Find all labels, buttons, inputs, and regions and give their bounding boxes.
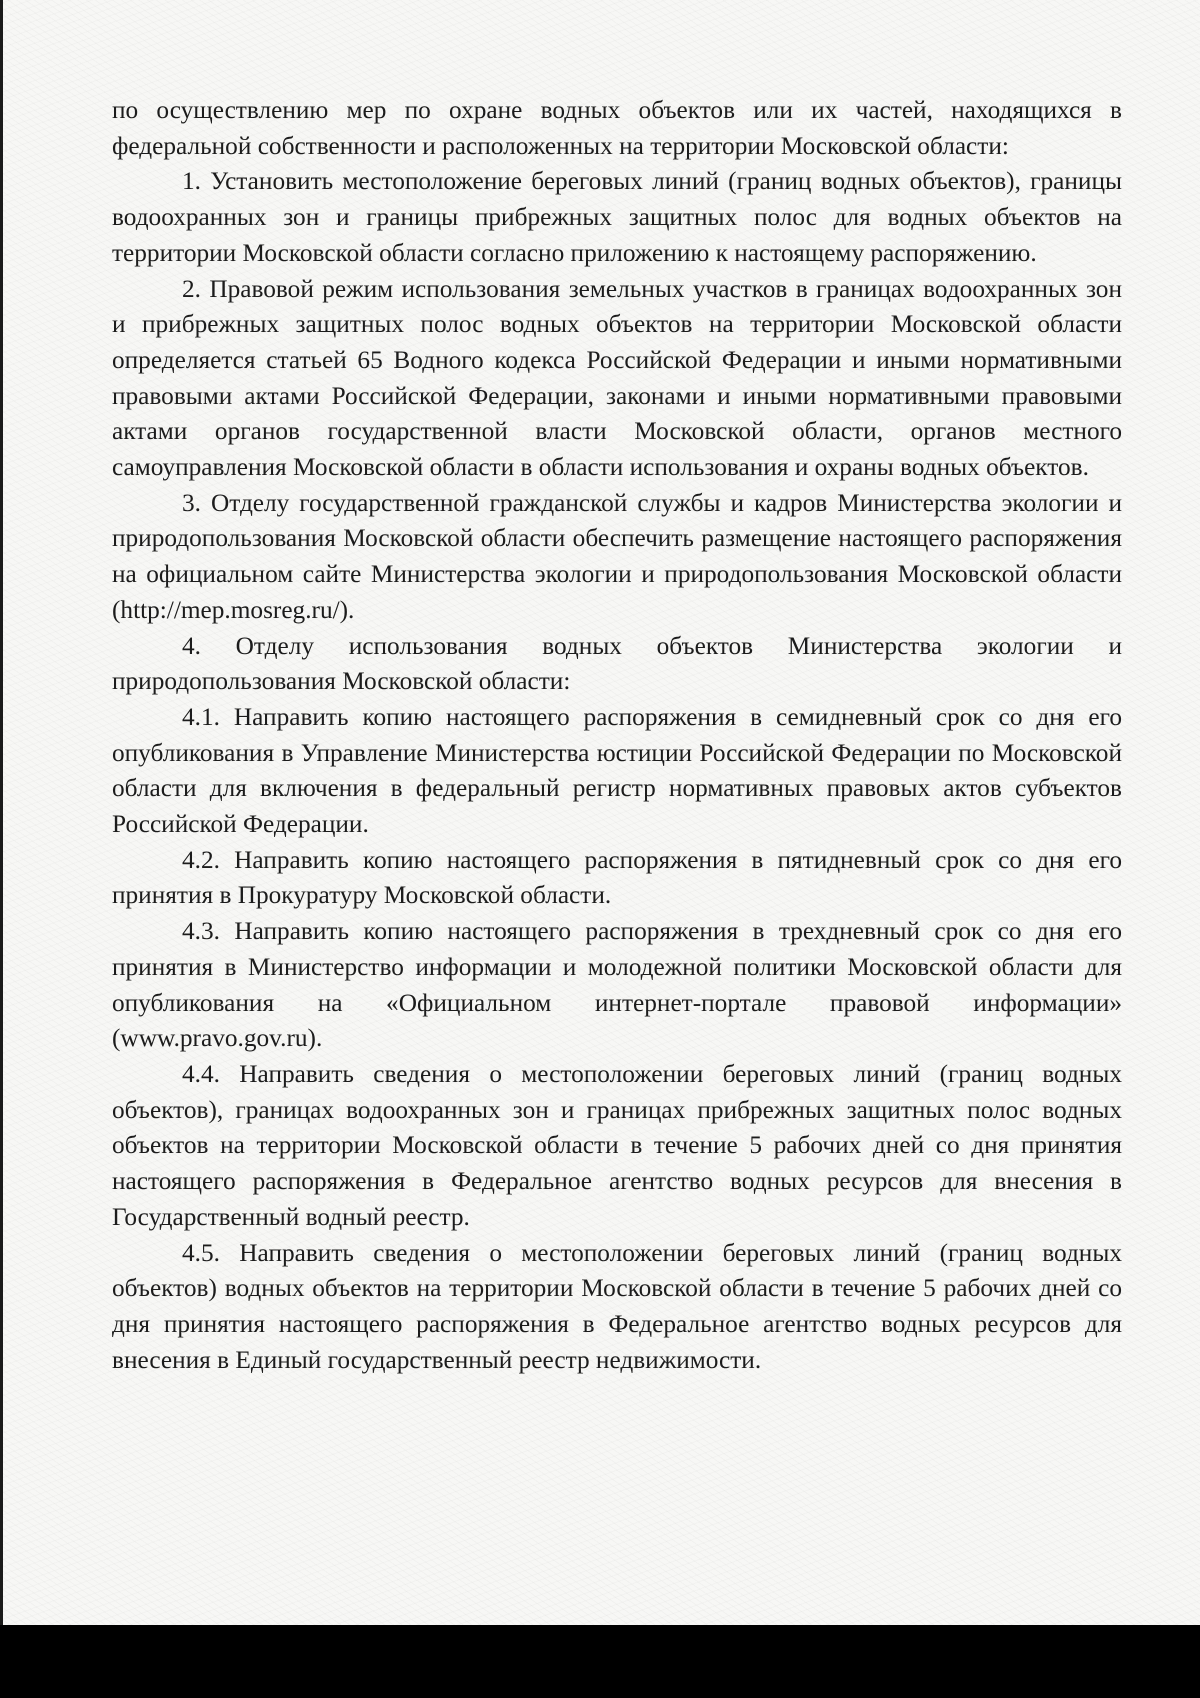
paragraph-item-4-1: 4.1. Направить копию настоящего распоряжения в семидневный срок со дня его опубликования в Управление Министерства юстиции Российской Федерации по Московской области для включения в федеральный регистр нормативных правовых актов субъектов Российской Федерации. [112,702,1122,839]
paragraph-item-4-4: 4.4. Направить сведения о местоположении береговых линий (границ водных объектов), границах водоохранных зон и границах прибрежных защитных полос водных объектов на территории Московской области в течение 5 рабочих дней со дня принятия настоящего распоряжения в Федеральное агентство водных ресурсов для внесения в Государственный водный реестр. [112,1059,1122,1231]
paragraph-item-4-3: 4.3. Направить копию настоящего распоряжения в трехдневный срок со дня его принятия в Министерство информации и молодежной политики Московской области для опубликования на «Официальном интернет-портале правовой информации» (www.pravo.gov.ru). [112,917,1122,1053]
paragraph-item-4: 4. Отделу использования водных объектов Министерства экологии и природопользования Московской области: [112,631,1122,696]
scan-left-edge [0,0,3,1625]
paragraph-item-1: 1. Установить местоположение береговых линий (границ водных объектов), границы водоохранных зон и границы прибрежных защитных полос для водных объектов на территории Московской области согласно приложению к настоящему распоряжению. [112,167,1122,267]
paragraph-intro: по осуществлению мер по охране водных объектов или их частей, находящихся в федеральной собственности и расположенных на территории Московской области: [112,96,1122,160]
paragraph-item-3: 3. Отделу государственной гражданской службы и кадров Министерства экологии и природопользования Московской области обеспечить размещение настоящего распоряжения на официальном сайте Министерства экологии и природопользования Московской области (http://mep.mosreg.ru/). [112,488,1122,624]
document-body [112,93,1122,1378]
paragraph-item-2: 2. Правовой режим использования земельных участков в границах водоохранных зон и прибрежных защитных полос водных объектов на территории Московской области определяется статьей 65 Водного кодекса Российской Федерации и иными нормативными правовыми актами Российской Федерации, законами и иными нормативными правовыми актами органов государственной власти Московской области, органов местного самоуправления Московской области в области использования и охраны водных объектов. [112,274,1122,482]
paragraph-item-4-2: 4.2. Направить копию настоящего распоряжения в пятидневный срок со дня его принятия в Прокуратуру Московской области. [112,845,1122,910]
scan-bottom-border [0,1625,1200,1698]
paragraph-item-4-5: 4.5. Направить сведения о местоположении береговых линий (границ водных объектов) водных объектов на территории Московской области в течение 5 рабочих дней со дня принятия настоящего распоряжения в Федеральное агентство водных ресурсов для внесения в Единый государственный реестр недвижимости. [112,1238,1122,1374]
